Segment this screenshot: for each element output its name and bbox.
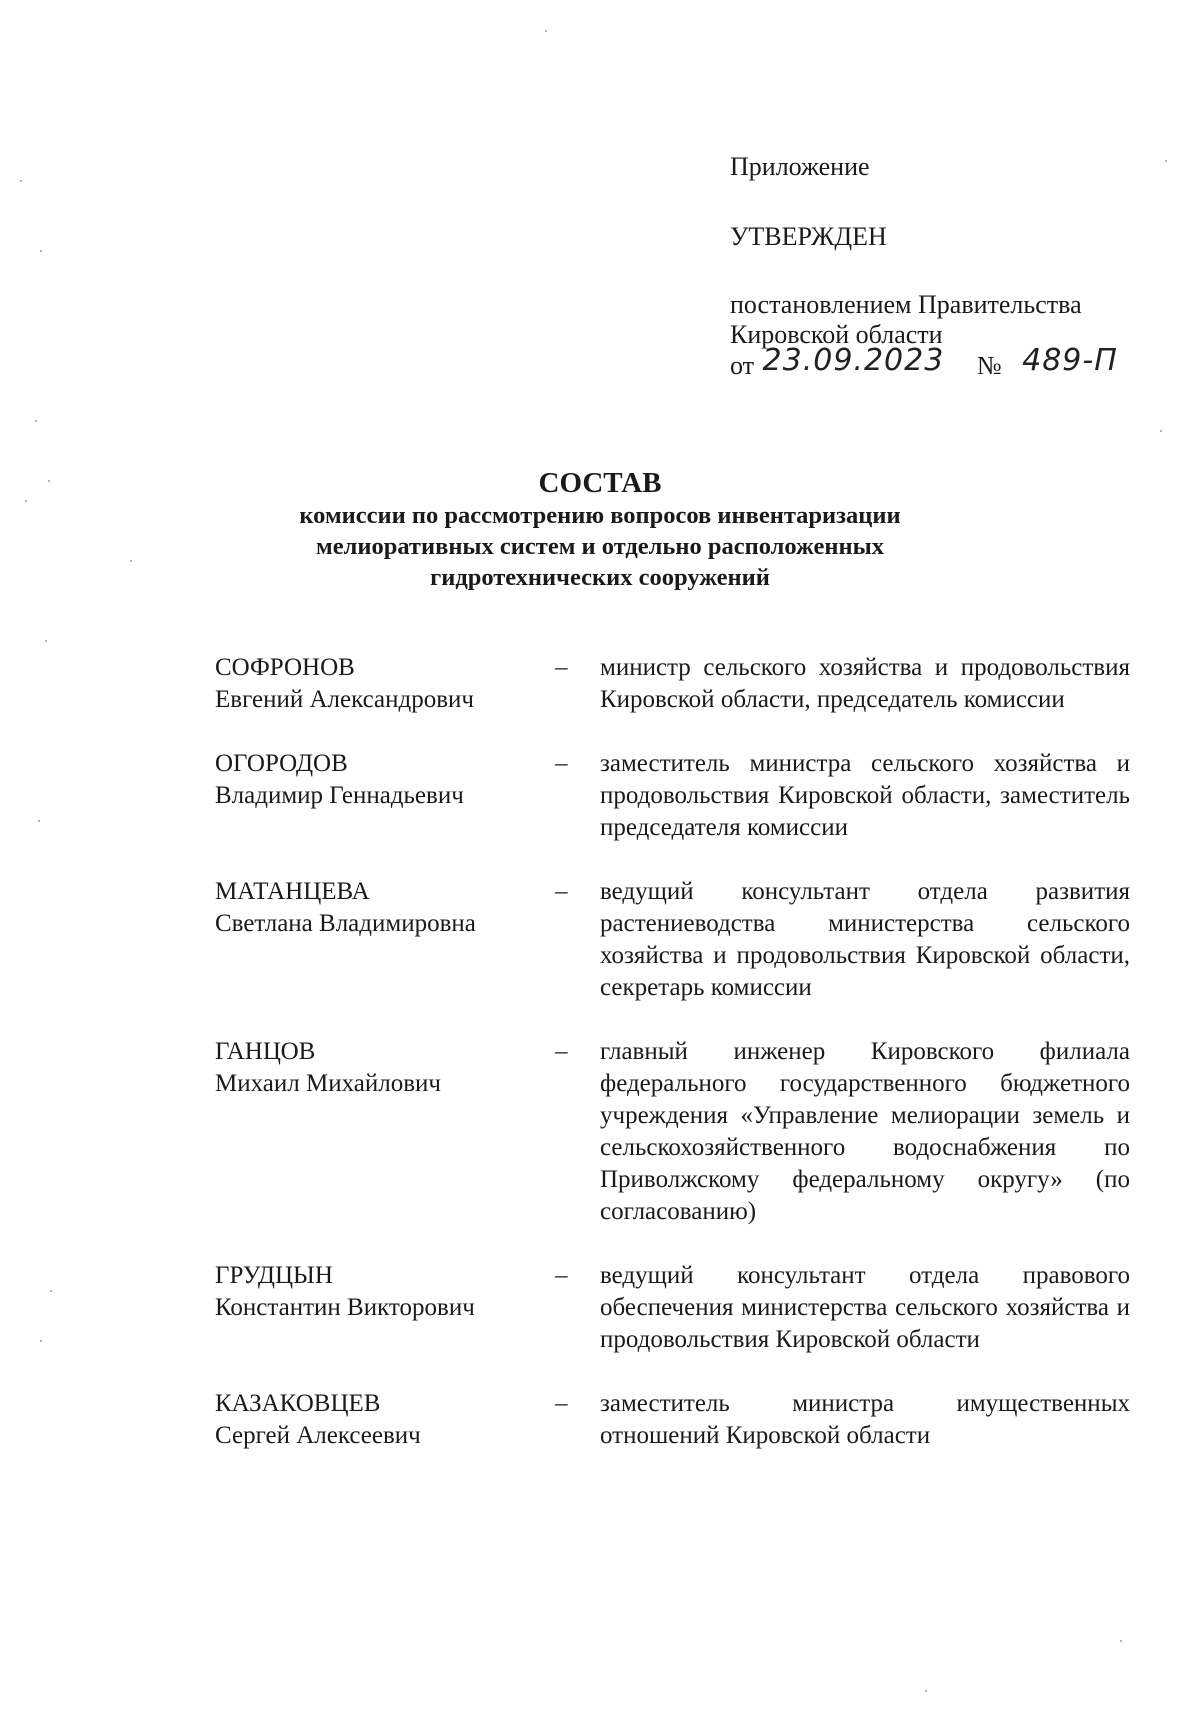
member-surname: ГАНЦОВ <box>215 1038 316 1065</box>
scan-speck <box>40 250 42 252</box>
member-name <box>215 652 555 716</box>
scan-speck <box>25 500 27 502</box>
member-role: главный инженер Кировского филиала федерального государственного бюджетного учреждения «Управление мелиорации земель и сельскохозяйственного водоснабжения по Приволжскому федеральному округу» (по согласованию) <box>600 1038 1130 1225</box>
member-name <box>215 1036 555 1100</box>
scan-speck <box>50 1290 52 1292</box>
number-sign: № <box>976 351 1002 380</box>
member-entry <box>215 748 1135 844</box>
scan-speck <box>545 30 547 32</box>
handwritten-number: 489-П <box>1022 343 1118 378</box>
document-title: СОСТАВ <box>538 467 662 499</box>
scan-speck <box>130 560 132 562</box>
member-surname: КАЗАКОВЦЕВ <box>215 1390 381 1417</box>
member-surname: ГРУДЦЫН <box>215 1262 333 1289</box>
member-given-names: Владимир Геннадьевич <box>215 782 464 809</box>
member-dash: – <box>555 1038 568 1065</box>
date-number-line <box>730 343 1150 384</box>
scan-speck <box>40 1340 42 1342</box>
member-dash: – <box>555 1390 568 1417</box>
member-given-names: Сергей Алексеевич <box>215 1422 421 1449</box>
member-given-names: Михаил Михайлович <box>215 1070 441 1097</box>
document-subtitle-line: комиссии по рассмотрению вопросов инвентаризации <box>299 502 901 529</box>
member-dash: – <box>555 750 568 777</box>
member-given-names: Светлана Владимировна <box>215 910 476 937</box>
decree-line-1: постановлением Правительства <box>730 290 1082 319</box>
scan-speck <box>48 480 50 482</box>
member-name <box>215 1260 555 1324</box>
member-surname: ОГОРОДОВ <box>215 750 348 777</box>
scan-speck <box>1160 430 1162 432</box>
member-role: ведущий консультант отдела развития растениеводства министерства сельского хозяйства и продовольствия Кировской области, секретарь комиссии <box>600 878 1130 1001</box>
member-surname: МАТАНЦЕВА <box>215 878 370 905</box>
member-name <box>215 748 555 812</box>
member-role: заместитель министра имущественных отношений Кировской области <box>600 1390 1130 1449</box>
member-entry <box>215 1388 1135 1452</box>
appendix-label: Приложение <box>730 152 870 181</box>
member-dash: – <box>555 878 568 905</box>
decree-line-2: Кировской области <box>730 320 943 349</box>
member-entry <box>215 652 1135 716</box>
member-dash: – <box>555 1262 568 1289</box>
member-entry <box>215 876 1135 1004</box>
scan-speck <box>38 820 40 822</box>
scan-speck <box>1120 1640 1122 1642</box>
scan-speck <box>1165 160 1167 162</box>
scan-speck <box>45 640 47 642</box>
member-surname: СОФРОНОВ <box>215 654 355 681</box>
scan-speck <box>35 420 37 422</box>
member-name <box>215 1388 555 1452</box>
document-subtitle-line: гидротехнических сооружений <box>430 564 770 591</box>
date-prefix: от <box>730 351 755 380</box>
member-entry <box>215 1036 1135 1228</box>
member-given-names: Евгений Александрович <box>215 686 474 713</box>
scan-speck <box>925 1690 927 1692</box>
commission-members-list <box>215 652 1135 1452</box>
approval-block <box>730 152 1150 384</box>
document-heading <box>150 466 1050 593</box>
scan-speck <box>20 180 22 182</box>
member-role: ведущий консультант отдела правового обеспечения министерства сельского хозяйства и продовольствия Кировской области <box>600 1262 1130 1353</box>
approved-label: УТВЕРЖДЕН <box>730 222 887 251</box>
member-given-names: Константин Викторович <box>215 1294 475 1321</box>
member-dash: – <box>555 654 568 681</box>
member-entry <box>215 1260 1135 1356</box>
member-name <box>215 876 555 940</box>
document-subtitle-line: мелиоративных систем и отдельно расположенных <box>316 533 884 560</box>
member-role: заместитель министра сельского хозяйства и продовольствия Кировской области, заместитель председателя комиссии <box>600 750 1130 841</box>
handwritten-date: 23.09.2023 <box>762 343 945 378</box>
member-role: министр сельского хозяйства и продовольствия Кировской области, председатель комиссии <box>600 654 1130 713</box>
